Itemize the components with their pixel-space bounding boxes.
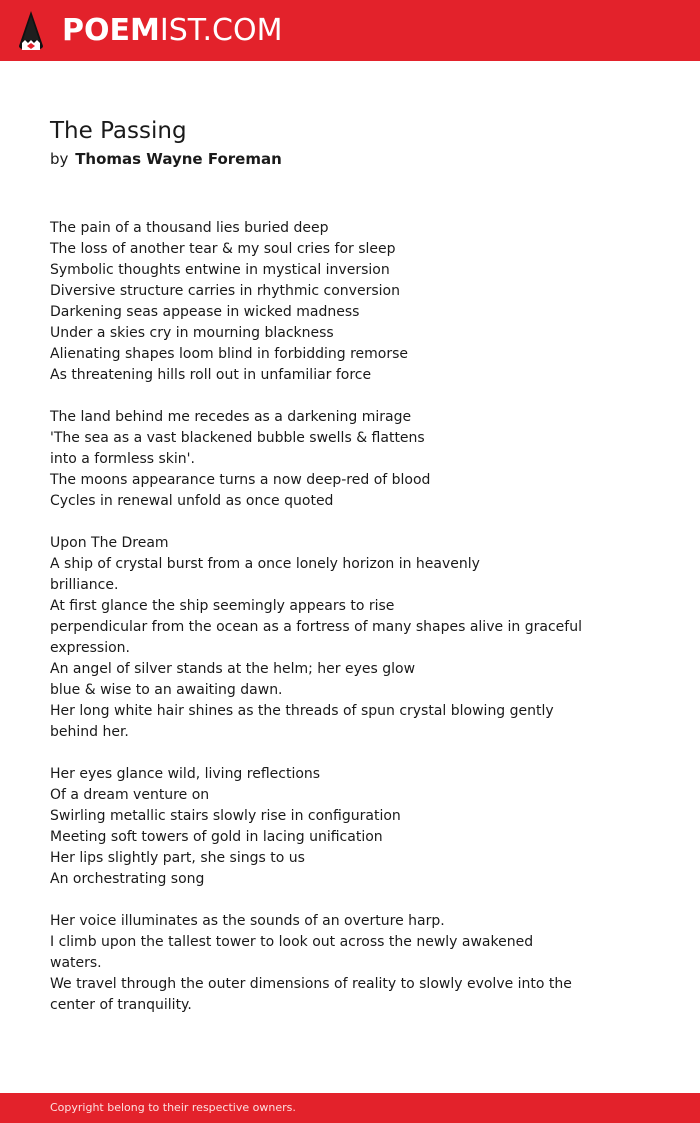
by-label: by <box>50 150 69 168</box>
poem-line: waters. <box>50 955 102 971</box>
stanza <box>50 911 610 1016</box>
poem-line: Her voice illuminates as the sounds of an overture harp. <box>50 913 445 929</box>
poem-line: Darkening seas appease in wicked madness <box>50 304 360 320</box>
author-name: Thomas Wayne Foreman <box>75 150 282 168</box>
poem-line: Swirling metallic stairs slowly rise in configuration <box>50 808 401 824</box>
poem-line: expression. <box>50 640 130 656</box>
site-header <box>0 0 700 61</box>
poem-line: At first glance the ship seemingly appears to rise <box>50 598 395 614</box>
stanza <box>50 407 610 512</box>
poem-line: The pain of a thousand lies buried deep <box>50 220 329 236</box>
poem-line: behind her. <box>50 724 129 740</box>
poem-line: perpendicular from the ocean as a fortress of many shapes alive in graceful <box>50 619 582 635</box>
poem-line: The land behind me recedes as a darkening mirage <box>50 409 412 425</box>
poem-line: Under a skies cry in mourning blackness <box>50 325 334 341</box>
poem-line: blue & wise to an awaiting dawn. <box>50 682 283 698</box>
poem-line: As threatening hills roll out in unfamiliar force <box>50 367 372 383</box>
poem-line: The moons appearance turns a now deep-red of blood <box>50 472 431 488</box>
poem-line: brilliance. <box>50 577 119 593</box>
site-footer <box>0 1093 700 1123</box>
poem-line: center of tranquility. <box>50 997 192 1013</box>
stanza <box>50 533 610 743</box>
poem-line: I climb upon the tallest tower to look out across the newly awakened <box>50 934 534 950</box>
poem-line: 'The sea as a vast blackened bubble swells & flattens <box>50 430 425 446</box>
poem-line: Symbolic thoughts entwine in mystical inversion <box>50 262 390 278</box>
poem-line: We travel through the outer dimensions of reality to slowly evolve into the <box>50 976 572 992</box>
poem-line: An orchestrating song <box>50 871 205 887</box>
poem-byline <box>50 148 282 170</box>
poem-title: The Passing <box>50 118 187 144</box>
poem-line: into a formless skin'. <box>50 451 195 467</box>
stanza <box>50 764 610 890</box>
poem-body <box>50 218 610 1037</box>
poem-line: Cycles in renewal unfold as once quoted <box>50 493 334 509</box>
poem-line: Meeting soft towers of gold in lacing unification <box>50 829 383 845</box>
poem-line: A ship of crystal burst from a once lonely horizon in heavenly <box>50 556 480 572</box>
stanza <box>50 218 610 386</box>
poem-line: Her long white hair shines as the threads of spun crystal blowing gently <box>50 703 554 719</box>
logo-light-text: IST.COM <box>159 13 283 48</box>
poem-line: Her lips slightly part, she sings to us <box>50 850 305 866</box>
poem-line: Alienating shapes loom blind in forbidding remorse <box>50 346 409 362</box>
poem-line: Of a dream venture on <box>50 787 210 803</box>
logo-bold-text: POEM <box>62 13 160 48</box>
poem-line: An angel of silver stands at the helm; her eyes glow <box>50 661 416 677</box>
site-logo[interactable] <box>62 13 282 49</box>
poem-line: Diversive structure carries in rhythmic conversion <box>50 283 400 299</box>
poem-line: Upon The Dream <box>50 535 169 551</box>
copyright-text: Copyright belong to their respective owners. <box>50 1101 296 1114</box>
poem-line: Her eyes glance wild, living reflections <box>50 766 321 782</box>
pen-nib-logo-icon <box>18 10 44 51</box>
poem-line: The loss of another tear & my soul cries for sleep <box>50 241 396 257</box>
